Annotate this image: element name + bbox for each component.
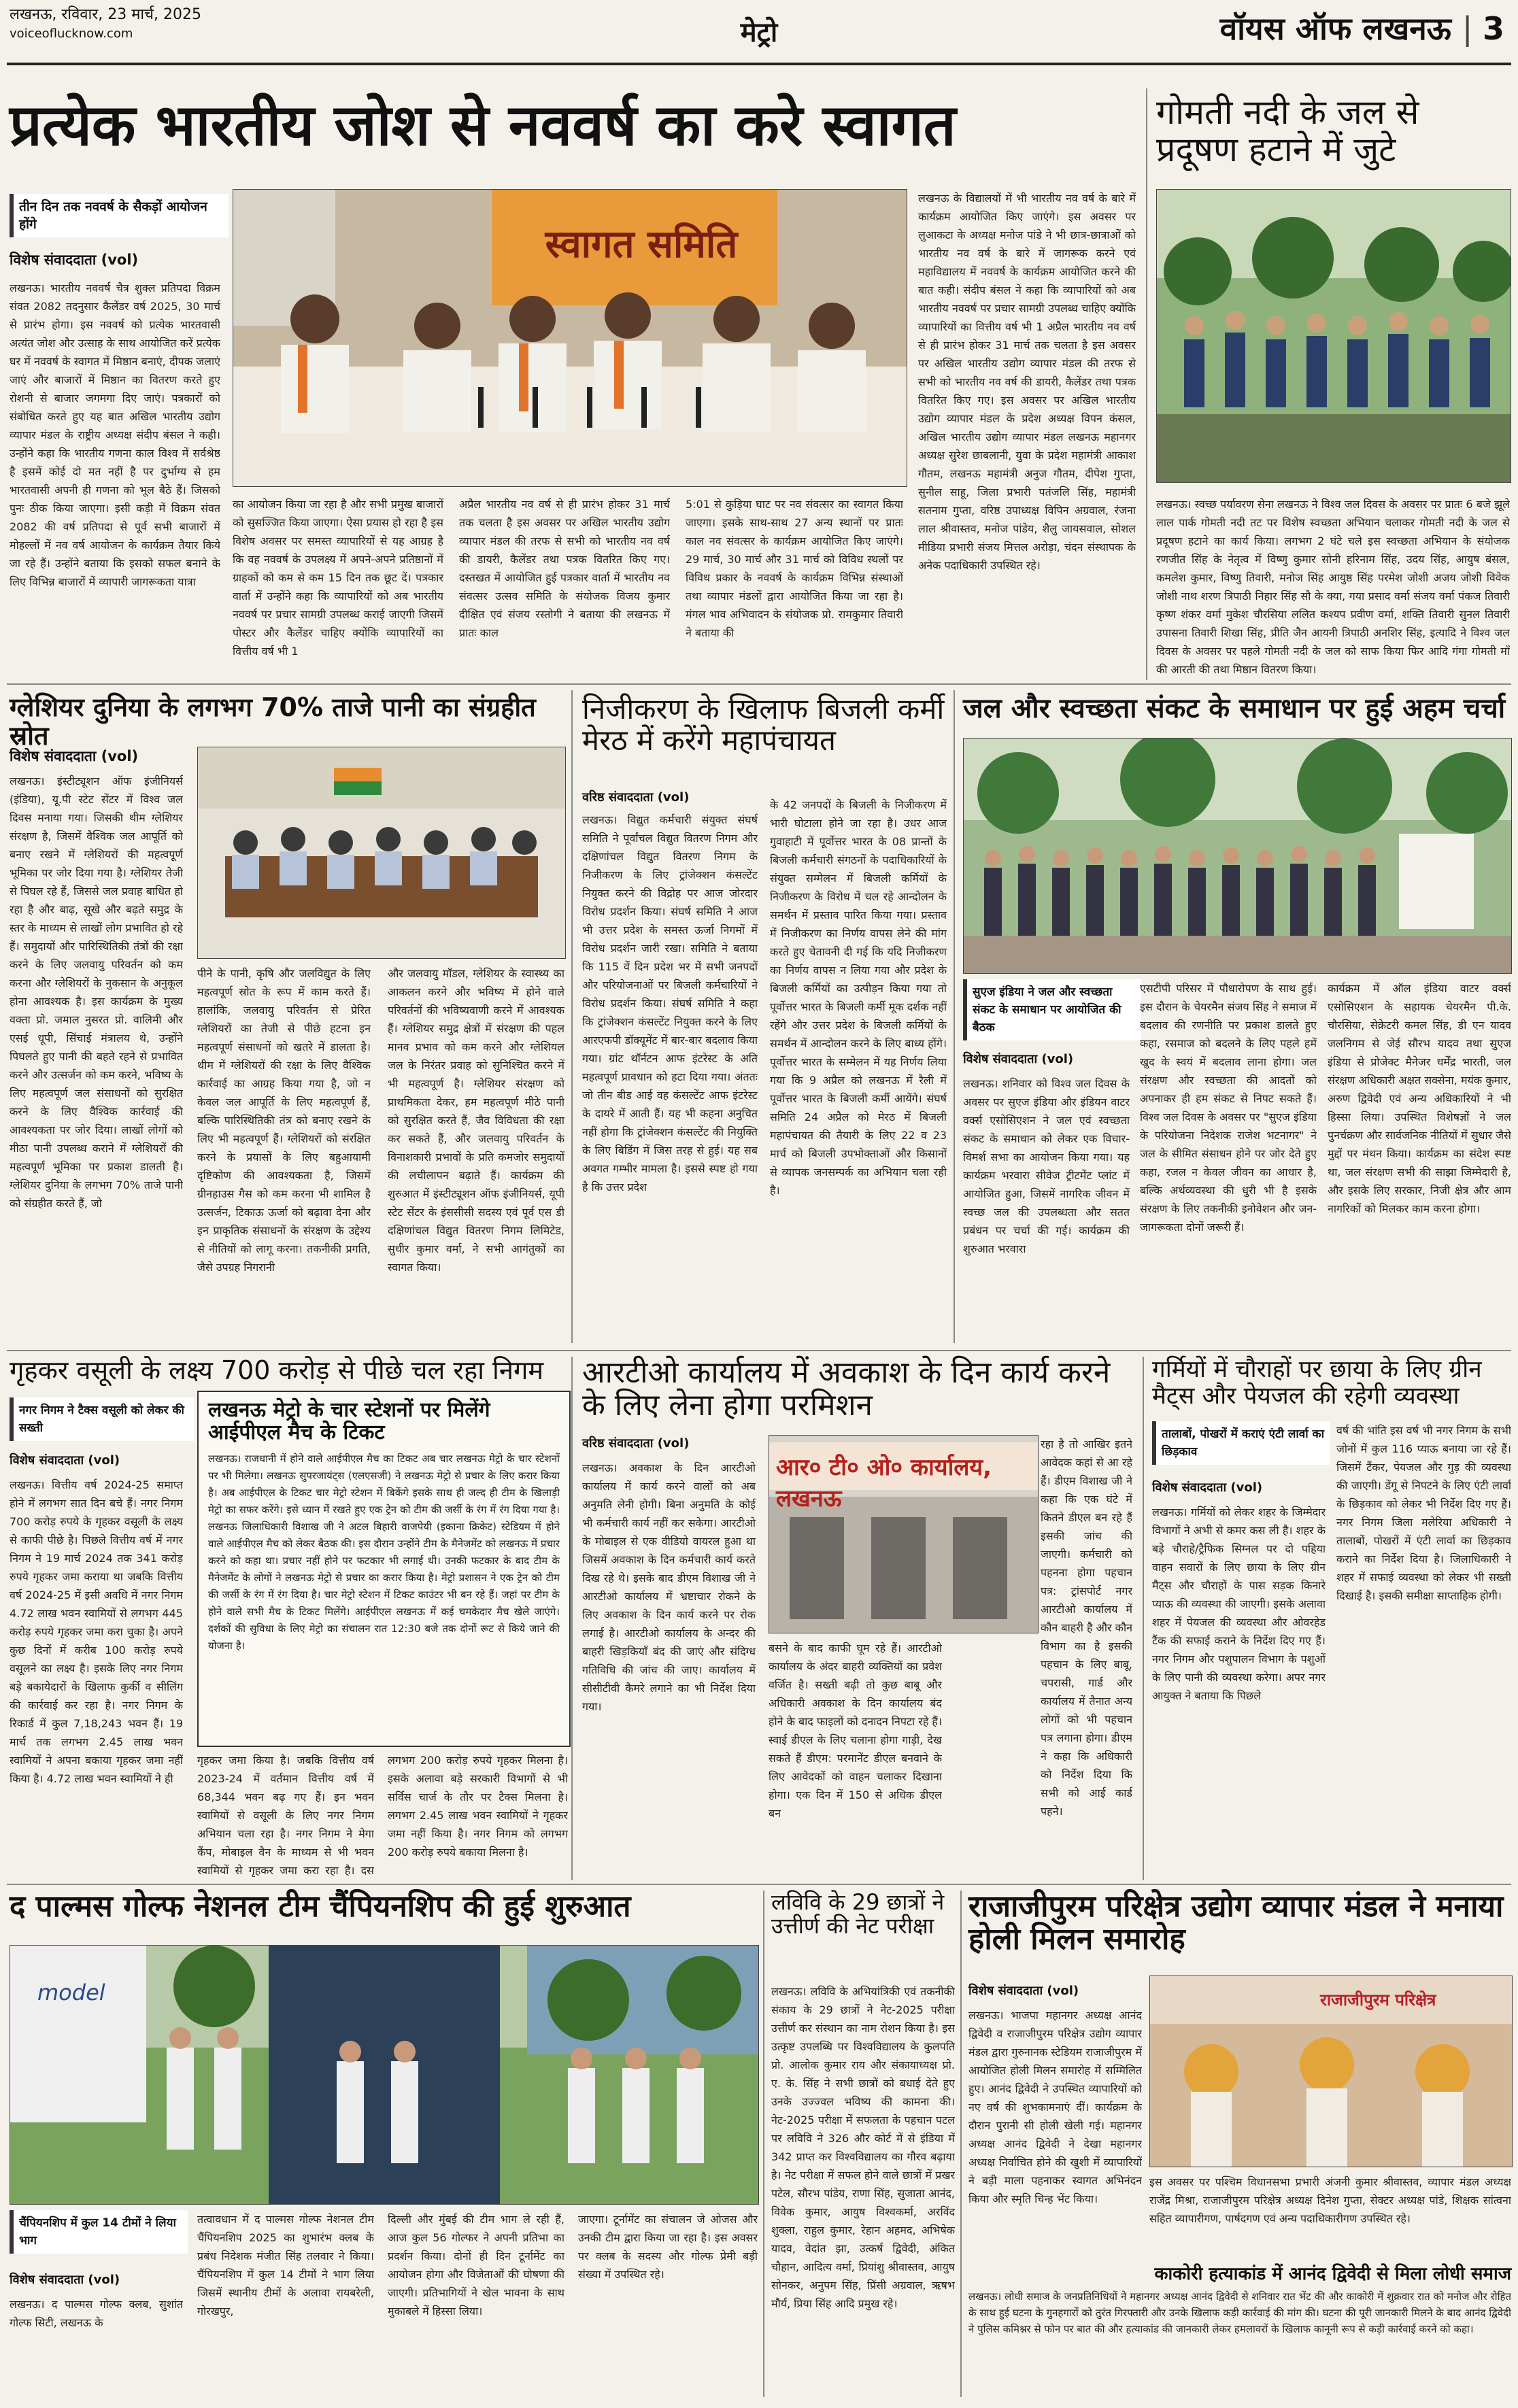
page-number: 3 xyxy=(1482,10,1504,47)
rajajipuram-banner: राजाजीपुरम परिक्षेत्र xyxy=(1320,1990,1436,2010)
lead-photo xyxy=(233,189,907,487)
green-byline: विशेष संवाददाता (vol) xyxy=(1152,1480,1263,1495)
privatization-col-2: के 42 जनपदों के बिजली के निजीकरण में भारी घोटाला होने जा रहा है। उधर आज गुवाहाटी में पूर्वोत्तर भारत के 08 प्रान्तों के बिजली कर्मचारी संगठनों के पदाधिकारियों के संयुक्त सम्मेलन में बिजली कर्मियों के निजीकरण के विरोध में चल रहे आन्दोलन के समर्थन में प्रस्ताव पारित किया गया। प्रस्ताव में निजीकरण का निर्णय वापस लेने की मांग करते हुए चेतावनी दी गई कि यदि निजीकरण का निर्णय वापस न लिया गया और प्रदेश के बिजली कर्मियों का उत्पीड़न किया गया तो पूर्वोत्तर भारत के बिजली कर्मी मूक दर्शक नहीं रहेंगे और उत्तर प्रदेश के बिजली कर्मियों के समर्थन में आन्दोलन करने के लिए बाध्य होंगे। पूर्वोत्तर भारत के सम्मेलन में यह निर्णय लिया गया कि 9 अप्रैल को लखनऊ में रैली में पूर्वोत्तर भारत के बिजली कर्मी आयेंगे। संघर्ष समिति 24 अप्रैल को मेरठ में बिजली महापंचायत की तैयारी के लिए 22 व 23 मार्च को बिजली उपभोक्ताओं और किसानों से व्यापक जनसम्पर्क का अभियान चला रही है। xyxy=(770,798,947,1197)
gomti-photo-image xyxy=(1157,190,1511,482)
green-col-1: लखनऊ। गर्मियों को लेकर शहर के जिम्मेदार विभागों ने अभी से कमर कस ली है। शहर के बड़े चौराहे/ट्रैफिक सिग्नल पर दो पहिया वाहन सवारों के लिए छाया के लिए ग्रीन मैट्स और चौराहों के पास सड़क किनारे प्याऊ की व्यवस्था की जाएगी। इसके अलावा शहर में पेयजल की व्यवस्था और ओवरहेड टैंक की सफाई कराने के निर्देश दिए गए हैं। नगर निगम और पशुपालन विभाग के पशुओं के लिए पानी की व्यवस्था करेगा। अपर नगर आयुक्त ने बताया कि पिछले xyxy=(1152,1506,1326,1702)
rto-col-3: रहा है तो आखिर इतने आवेदक कहां से आ रहे हैं। डीएम विशाख जी ने कहा कि एक घंटे में कितने डीएल बन रहे हैं इसकी जांच की जाएगी। कर्मचारी को पहनना होगा पहचान पत्र: ट्रांसपोर्ट नगर आरटीओ कार्यालय में कौन बाहरी है और कौन विभाग का है इसकी पहचान के लिए बाबू, चपरासी, गार्ड और कार्यालय में तैनात अन्य लोगों को भी पहचान पत्र लगाना होगा। डीएम ने कहा कि अधिकारी को निर्देश दिया कि सभी को आई कार्ड पहने। xyxy=(1041,1438,1132,1818)
water-photo xyxy=(963,738,1512,974)
lodhi-body: लखनऊ। लोधी समाज के जनप्रतिनिधियों ने महानगर अध्यक्ष आनंद द्विवेदी से शनिवार रात भेंट की और काकोरी में शुक्रवार रात को मनोज और रोहित के साथ हुई घटना के गुनहगारों को तुरंत गिरफ्तारी और उनके खिलाफ कड़ी कार्रवाई की मांग की। घटना की पूरी जानकारी मिलने के बाद आनंद द्विवेदी ने पुलिस कमिश्नर से फोन पर बात की और हत्याकांड की जानकारी लेकर हमलावरों के खिलाफ कानूनी रूप से कड़ी कार्रवाई करने को कहा। xyxy=(968,2290,1511,2335)
rajajipuram-byline: विशेष संवाददाता (vol) xyxy=(968,1984,1079,1998)
water-col-3: कार्यक्रम में ऑल इंडिया वाटर वर्क्स एसोसिएशन के सहायक चेयरमैन पी.के. चौरसिया, सेक्रेटरी कमल सिंह, डी एन यादव जलनिगम से जेई सौरभ यादव तथा सुएज इंडिया से प्रोजेक्ट मैनेजर धर्मेंद्र भारती, जल संरक्षण अधिकारी अक्षत सक्सेना, मयंक कुमार, अरुण द्विवेदी एवं अन्य अधिकारियों ने भी हिस्सा लिया। उपस्थित विशेषज्ञों ने जल पुनर्चक्रण और सार्वजनिक नीतियों में सुधार जैसे मुद्दों पर मंथन किया। कार्यक्रम का संदेश स्पष्ट था, जल संरक्षण सभी की साझा जिम्मेदारी है, और इसके लिए सरकार, निजी क्षेत्र और आम नागरिकों को मिलकर काम करना होगा। xyxy=(1328,982,1511,1215)
rto-headline: आरटीओ कार्यालय में अवकाश के दिन कार्य करने के लिए लेना होगा परमिशन xyxy=(582,1355,1111,1423)
water-tag: सुएज इंडिया ने जल और स्वच्छता संकट के समाधान पर आयोजित की बैठक xyxy=(963,979,1141,1040)
glacier-photo-image xyxy=(198,747,565,958)
nigam-col-2: गृहकर जमा किया है। जबकि वित्तीय वर्ष 2023-24 में वर्तमान वित्तीय वर्ष में 68,344 भवन बढ़ गए हैं। इन भवन स्वामियों से वसूली के लिए नगर निगम अभियान चला रहा है। नगर निगम ने मेगा कैंप, मोबाइल वैन के माध्यम से भी भवन स्वामियों से गृहकर जमा करा रहा है। दस xyxy=(197,1754,374,1877)
green-col-2: वर्ष की भांति इस वर्ष भी नगर निगम के सभी जोनों में कुल 116 प्याऊ बनाया जा रहे हैं। जिसमें टैंकर, पेयजल और गुड़ की व्यवस्था की जाएगी। डेंगू से निपटने के लिए एंटी लार्वा के छिड़काव को लेकर भी निर्देश दिए गए हैं। नगर निगम जिला मलेरिया अधिकारी ने तालाबों, पोखरों में एंटी लार्वा का छिड़काव कराने का निर्देश दिया है। जिलाधिकारी ने शहर में सफाई व्यवस्था को लेकर भी सख्ती दिखाई है। इसकी समीक्षा साप्ताहिक होगी। xyxy=(1336,1424,1511,1602)
lead-col-2: का आयोजन किया जा रहा है और सभी प्रमुख बाजारों को सुसज्जित किया जाएगा। ऐसा प्रयास हो रहा है इस विशेष अवसर पर समस्त व्यापारियों से यह आग्रह है कि वह नववर्ष के उपलक्ष्य में अपने-अपने प्रतिष्ठानों में ग्राहकों को कम से कम 15 दिन तक छूट दें। पत्रकार वार्ता में उन्होंने कहा कि व्यापारियों को अब भारतीय नववर्ष पर प्रचार सामग्री उपलब्ध कराई जाएगी जिसमें पोस्टर और कैलेंडर चाहिए क्योंकि व्यापारियों का वित्तीय वर्ष भी 1 xyxy=(233,498,443,658)
golf-byline: विशेष संवाददाता (vol) xyxy=(10,2273,120,2287)
glacier-headline: ग्लेशियर दुनिया के लगभग 70% ताजे पानी का संग्रहीत स्रोत xyxy=(10,692,536,751)
gomti-headline: गोमती नदी के जल से प्रदूषण हटाने में जुटे xyxy=(1156,92,1419,169)
lodhi-box xyxy=(968,2265,1511,2397)
column-divider xyxy=(1146,88,1147,680)
water-col-1: लखनऊ। शनिवार को विश्व जल दिवस के अवसर पर सुएज इंडिया और इंडियन वाटर वर्क्स एसोसिएशन ने जल एवं स्वच्छता संकट के समाधान को लेकर एक विचार-विमर्श सभा का आयोजन किया गया। यह कार्यक्रम भरवारा सीवेज ट्रीटमेंट प्लांट में आयोजित हुआ, जिसमें नागरिक जीवन में स्वच्छ जल की उपलब्धता और सतत प्रबंधन पर चर्चा की गई। कार्यक्रम की शुरुआत भरवारा xyxy=(963,1077,1130,1255)
green-tag: तालाबों, पोखरों में कराएं एंटी लार्वा का छिड़काव xyxy=(1152,1421,1330,1465)
metro-box xyxy=(197,1391,571,1747)
privatization-col-1: लखनऊ। विद्युत कर्मचारी संयुक्त संघर्ष समिति ने पूर्वांचल विद्युत वितरण निगम और दक्षिणांचल विद्युत वितरण निगम के निजीकरण के लिए ट्रांजेक्शन कंसल्टेंट नियुक्त करने की विद्रोह पर आज जोरदार विरोध प्रदर्शन किया। संघर्ष समिति ने आज भी उत्तर प्रदेश के समस्त ऊर्जा निगमों में विरोध प्रदर्शन जारी रखा। समिति ने बताया कि 115 वें दिन प्रदेश भर में सभी जनपदों और परियोजनाओं पर बिजली कर्मचारियों ने विरोध प्रदर्शन किया। संघर्ष समिति ने कहा कि ट्रांजेक्शन कंसल्टेंट नियुक्त करने के लिए आरएफपी डॉक्यूमेंट में बार-बार बदलाव किया गया। ग्रांट थॉर्नटन आफ इंटरेस्ट के अति महत्वपूर्ण प्रावधान को हटा दिया गया। अंततः जो तीन बीड आई वह कंसल्टेंट आफ इंटरेस्ट के दायरे में आती हैं। यह भी कहना अनुचित नहीं होगा कि ट्रांजेक्शन कंसल्टेंट की नियुक्ति के लिए बिडिंग में जिस तरह से हुई। यह सब अवगत गम्भीर मामला है। इससे स्पष्ट हो गया है कि उत्तर प्रदेश xyxy=(582,813,758,1193)
water-headline: जल और स्वच्छता संकट के समाधान पर हुई अहम चर्चा xyxy=(963,693,1506,724)
nigam-headline: गृहकर वसूली के लक्ष्य 700 करोड़ से पीछे चल रहा निगम xyxy=(10,1355,544,1385)
water-photo-image xyxy=(964,739,1511,973)
rto-sign: आर० टी० ओ० कार्यालय, लखनऊ xyxy=(776,1454,992,1512)
metro-body: लखनऊ। राजधानी में होने वाले आईपीएल मैच का टिकट अब चार लखनऊ मेट्रो के चार स्टेशनों पर भी मिलेगा। लखनऊ सुपरजायंट्स (एलएसजी) ने लखनऊ मेट्रो से प्रचार के लिए करार किया है। अब आईपीएल के टिकट चार मेट्रो स्टेशन में बिकेंगे इसके साथ ही जल्द ही टीम के खिलाड़ी मेट्रो का सफर करेंगे। इसे ध्यान में रखते हुए एक ट्रेन को टीम की जर्सी के रंग में रंग दिया गया है। लखनऊ जिलाधिकारी विशाख जी ने अटल बिहारी वाजपेयी (इकाना क्रिकेट) स्टेडियम में होने वाले आईपीएल मैच को लेकर बैठक की। इस दौरान उन्होंने टीम के मैनेजमेंट को लखनऊ में प्रचार करने को कहा था। प्रचार नहीं होने पर फटकार भी लगाई थी। उनकी फटकार के बाद टीम के मैनेजमेंट के लोगों ने लखनऊ मेट्रो से प्रचार का करार किया है। मेट्रो प्रशासन ने एक ट्रेन को टीम की जर्सी के रंग में रंग दिया है। चार मेट्रो स्टेशन में टिकट काउंटर भी बन रहे हैं। जहां पर टीम के होने वाले सभी मैच के टिकट मिलेंगे। आईपीएल लखनऊ में कई चमकेदार मैच खेले जाएंगे। दर्शकों की सुविधा के लिए मेट्रो का संचालन रात 12:30 बजे तक दोनों रूट से किये जाने की योजना है। xyxy=(208,1453,560,1652)
section-title: मेट्रो xyxy=(740,17,778,48)
gomti-body: लखनऊ। स्वच्छ पर्यावरण सेना लखनऊ ने विश्व जल दिवस के अवसर पर प्रातः 6 बजे झूले लाल पार्क गोमती नदी तट पर विशेष स्वच्छता अभियान चलाकर गोमती नदी के जल से प्रदूषण हटाने का कार्य किया। लगभग 2 घंटे चले इस स्वच्छता अभियान के संयोजक रणजीत सिंह के नेतृत्व में विष्णु कुमार सोनी हरिनाम सिंह, उदय सिंह, आयुष बंसल, कमलेश कुमार, विष्णु तिवारी, मनोज सिंह आयुष्ठ सिंह परमेश जोशी अजय जोशी विवेक जोशी नाथ शरण त्रिपाठी निहार सिंह सौ के क्या, गया प्रसाद वर्मा संजय वर्मा पंकज तिवारी कृष्ण शंकर वर्मा मुकेश चौरसिया ललित कश्यप प्रवीण वर्मा, शक्ति तिवारी सुनल तिवारी उपासना तिवारी शिखा सिंह, प्रीति जैन आयनी त्रिपाठी अनशिर सिंह, इत्यादि ने विश्व जल दिवस के अवसर पर पहले गोमती नदी के जल को साफ किया फिर आदि गंगा गोमती माँ की आरती की तथा मिष्ठान वितरण किया। xyxy=(1156,498,1510,675)
column-divider xyxy=(954,690,955,1343)
lead-tag: तीन दिन तक नववर्ष के सैकड़ों आयोजन होंगे xyxy=(10,194,229,237)
column-divider xyxy=(571,1357,573,1880)
header-rule xyxy=(7,63,1511,65)
rajajipuram-headline: राजाजीपुरम परिक्षेत्र उद्योग व्यापार मंडल ने मनाया होली मिलन समारोह xyxy=(968,1889,1504,1957)
rto-col-2: बसने के बाद काफी घूम रहे हैं। आरटीओ कार्यालय के अंदर बाहरी व्यक्तियों का प्रवेश वर्जित है। सख्ती बढ़ी तो कुछ बाबू और अधिकारी अवकाश के दिन कार्यालय बंद होने के बाद फाइलों को दनादन निपटा रहे हैं। स्वाई डीएल के लिए चलाना होगा गाड़ी, देख सकते हैं डीएम: परमानेंट डीएल बनवाने के लिए आवेदकों को वाहन चलाकर दिखाना होगा। एक दिन में 150 से अधिक डीएल बन xyxy=(769,1642,942,1820)
lead-col-5: लखनऊ के विद्यालयों में भी भारतीय नव वर्ष के बारे में कार्यक्रम आयोजित किए जाएंगे। इस अवसर पर लुआकटा के अध्यक्ष मनोज पांडे ने भी छात्र-छात्राओं को भारतीय नव वर्ष के बारे में जागरूक करने एवं महाविद्यालय में नववर्ष के कार्यक्रम आयोजित करने की बात कही। संदीप बंसल ने कहा कि व्यापारियों को अब भारतीय नववर्ष पर प्रचार सामग्री उपलब्ध चाहिए क्योंकि व्यापारियों का वित्तीय वर्ष भी 1 अप्रैल भारतीय नव वर्ष से ही प्रारंभ होकर 31 मार्च तक चलता है इस अवसर पर अखिल भारतीय उद्योग व्यापार मंडल की तरफ से सभी को भारतीय नव वर्ष की डायरी, कैलेंडर तथा पत्रक वितरित किए गए। इस अवसर पर अखिल भारतीय उद्योग व्यापार मंडल के प्रदेश अध्यक्ष विपन कंसल, अखिल भारतीय उद्योग व्यापार मंडल लखनऊ महानगर अध्यक्ष सुरेश छाबलानी, युवा के प्रदेश महामंत्री आकाश गौतम, लखनऊ महामंत्री अनुज गौतम, दीपेश गुप्ता, सुनील साहू, जिला प्रभारी पतंजलि सिंह, महामंत्री सतनाम गुप्ता, वरिष्ठ उपाध्यक्ष विपिन अग्रवाल, रंजना लाल श्रीवास्तव, मनोज पांडेय, शैलु जायसवाल, सोशल मीडिया प्रभारी संजय मित्तल अरोड़ा, चंदन संस्थापक के अनेक पदाधिकारी उपस्थित रहे। xyxy=(918,192,1136,572)
date-line: लखनऊ, रविवार, 23 मार्च, 2025 xyxy=(10,6,202,23)
golf-headline: द पाल्मस गोल्फ नेशनल टीम चैंपियनशिप की हुई शुरुआत xyxy=(10,1889,631,1924)
rajajipuram-col-2: इस अवसर पर पश्चिम विधानसभा प्रभारी अंजनी कुमार श्रीवास्तव, व्यापार मंडल अध्यक्ष राजेंद्र मिश्रा, राजाजीपुरम परिक्षेत्र अध्यक्ष दिनेश गुप्ता, सेक्टर अध्यक्ष पांडे, शिक्षक सांत्वना सहित व्यापारीगण, पार्षदगण एवं अन्य पदाधिकारीगण उपस्थित रहे। xyxy=(1149,2175,1511,2225)
lead-byline: विशेष संवाददाता (vol) xyxy=(10,252,139,268)
column-divider xyxy=(960,1890,962,2397)
rto-photo xyxy=(769,1435,1039,1633)
nigam-tag: नगर निगम ने टैक्स वसूली को लेकर की सख्ती xyxy=(10,1397,195,1441)
glacier-photo xyxy=(197,747,566,959)
lead-col-3: अप्रैल भारतीय नव वर्ष से ही प्रारंभ होकर 31 मार्च तक चलता है इस अवसर पर अखिल भारतीय उद्योग व्यापार मंडल की तरफ से सभी को भारतीय नव वर्ष की डायरी, कैलेंडर तथा पत्रक वितरित किए गए। दस्तखत में आयोजित हुई पत्रकार वार्ता में भारतीय नव संवत्सर उत्सव समिति के संयोजक विजय कुमार दीक्षित एवं संजय रस्तोगी ने बताया की लखनऊ में प्रातः काल xyxy=(459,498,670,639)
nigam-col-3: लगभग 200 करोड़ रुपये गृहकर मिलना है। इसके अलावा बड़े सरकारी विभागों से भी सर्विस चार्ज के तौर पर टैक्स मिलना है। लगभग 2.45 लाख भवन स्वामियों ने गृहकर जमा नहीं किया है। नगर निगम को लगभग 200 करोड़ रुपये बकाया मिलना है। xyxy=(388,1754,568,1859)
lead-photo-banner: स्वागत समिति xyxy=(545,222,738,267)
rto-byline: वरिष्ठ संवाददाता (vol) xyxy=(582,1436,690,1451)
golf-col-1: लखनऊ। द पाल्मस गोल्फ क्लब, सुशांत गोल्फ सिटी, लखनऊ के xyxy=(10,2298,183,2329)
nigam-byline: विशेष संवाददाता (vol) xyxy=(10,1453,120,1468)
glacier-byline: विशेष संवाददाता (vol) xyxy=(10,748,139,764)
water-col-2: एसटीपी परिसर में पौधारोपण के साथ हुई। इस दौरान के चेयरमैन संजय सिंह ने समाज में बदलाव की रणनीति पर प्रकाश डालते हुए कहा, रसमाज को बदलने के लिए पहले हमें खुद के स्वयं में बदलाव लाना होगा। जल संरक्षण और स्वच्छता की आदतों को अपनाकर ही हम संकट से निपट सकते हैं। विश्व जल दिवस के अवसर पर "सुएज इंडिया के परियोजना निदेशक राजेश भटनागर" ने जल के सीमित संसाधन होने पर जोर देते हुए कहा, रजल न केवल जीवन का आधार है, बल्कि अर्थव्यवस्था की धुरी भी है इसके संरक्षण के लिए तकनीकी इनोवेशन और जन-जागरूकता दोनों जरूरी हैं। xyxy=(1140,982,1317,1234)
row-divider xyxy=(7,1350,1511,1351)
water-byline: विशेष संवाददाता (vol) xyxy=(963,1052,1074,1066)
privatization-headline: निजीकरण के खिलाफ बिजली कर्मी मेरठ में करेंगे महापंचायत xyxy=(582,692,945,758)
lead-col-4: 5:01 से कुड़िया घाट पर नव संवत्सर का स्वागत किया जाएगा। इसके साथ-साथ 27 अन्य स्थानों पर प्रातः काल नव संवत्सर के कार्यक्रम आयोजित किए जाएंगे। 29 मार्च, 30 मार्च और 31 मार्च को विविध स्थलों पर विविध प्रकार के नववर्ष के कार्यक्रम विभिन्न संस्थाओं तथा व्यापार मंडलों द्वारा आयोजित किया जा रहा है। मंगल भाव अभिवादन के संयोजक प्रो. रामकुमार तिवारी ने बताया की xyxy=(686,498,903,639)
privatization-byline: वरिष्ठ संवाददाता (vol) xyxy=(582,790,690,804)
gomti-photo xyxy=(1156,189,1511,483)
golf-photo-image xyxy=(10,1946,758,2204)
golf-col-2: तत्वावधान में द पाल्मस गोल्फ नेशनल टीम चैंपियनशिप 2025 का शुभारंभ क्लब के प्रबंध निदेशक मंजीत सिंह तलवार ने किया। चैंपियनशिप में कुल 14 टीमों ने भाग लिया जिसमें स्थानीय टीमों के अलावा रायबरेली, गोरखपुर, xyxy=(197,2213,374,2318)
metro-headline: लखनऊ मेट्रो के चार स्टेशनों पर मिलेंगे आईपीएल मैच के टिकट xyxy=(208,1398,490,1444)
golf-banner: model xyxy=(37,1980,105,2005)
masthead: वॉयस ऑफ लखनऊ | 3 xyxy=(1219,10,1504,47)
row-divider xyxy=(7,1884,1511,1885)
column-divider xyxy=(1143,1357,1144,1880)
website: voiceoflucknow.com xyxy=(10,27,133,41)
green-headline: गर्मियों में चौराहों पर छाया के लिए ग्रीन मैट्स और पेयजल की रहेगी व्यवस्था xyxy=(1152,1356,1482,1410)
glacier-col-2: पीने के पानी, कृषि और जलविद्युत के लिए महत्वपूर्ण स्रोत के रूप में काम करते हैं। हालांकि, जलवायु परिवर्तन से प्रेरित ग्लेशियरों का तेजी से पीछे हटना इन महत्वपूर्ण संसाधनों को खतरे में डालता है। थीम में ग्लेशियरों की रक्षा के लिए वैश्विक कार्रवाई का आग्रह किया गया है, जो न केवल जल आपूर्ति के लिए महत्वपूर्ण हैं, बल्कि पारिस्थितिकी तंत्र को बनाए रखने के लिए भी महत्वपूर्ण हैं। ग्लेशियरों को संरक्षित करने के प्रयासों के लिए बहुआयामी दृष्टिकोण की आवश्यकता है, जिसमें ग्रीनहाउस गैस को कम करना भी शामिल है उत्सर्जन, टिकाऊ ऊर्जा को बढ़ावा देना और इन प्राकृतिक संसाधनों के संरक्षण के उद्देश्य से नीतियों को लागू करना। तकनीकी प्रगति, जैसे उपग्रह निगरानी xyxy=(197,967,371,1274)
masthead-title: वॉयस ऑफ लखनऊ xyxy=(1219,10,1451,47)
column-divider xyxy=(571,690,573,1343)
rajajipuram-col-1: लखनऊ। भाजपा महानगर अध्यक्ष आनंद द्विवेदी व राजाजीपुरम परिक्षेत्र उद्योग व्यापार मंडल द्वारा गुरुनानक स्टेडियम राजाजीपुरम में आयोजित होली मिलन समारोह में सम्मिलित हुए। आनंद द्विवेदी ने उपस्थित व्यापारियों को नए वर्ष की शुभकामनाएं दीं। कार्यक्रम के दौरान पुरानी सी होली खेली गई। महानगर अध्यक्ष आनंद द्विवेदी ने देखा महानगर अध्यक्ष निर्वाचित होने की खुशी में व्यापारियों ने बड़ी माला पहनाकर स्वागत अभिनंदन किया और स्मृति चिन्ह भेंट किया। xyxy=(968,2009,1142,2205)
column-divider xyxy=(763,1890,764,2397)
golf-col-3: दिल्ली और मुंबई की टीम भाग ले रही हैं, आज कुल 56 गोल्फर ने अपनी प्रतिभा का प्रदर्शन किया। दोनों ही दिन टूर्नामेंट का आयोजन होगा और विजेताओं की घोषणा की जाएगी। प्रतिभागियों ने खेल भावना के साथ मुकाबले में हिस्सा लिया। xyxy=(388,2213,564,2318)
golf-col-4: जाएगा। टूर्नामेंट का संचालन जे ओजस और उनकी टीम द्वारा किया जा रहा है। इस अवसर पर क्लब के सदस्य और गोल्फ प्रेमी बड़ी संख्या में उपस्थित रहे। xyxy=(578,2213,758,2281)
nigam-col-1: लखनऊ। वित्तीय वर्ष 2024-25 समाप्त होने में लगभग सात दिन बचे हैं। नगर निगम 700 करोड़ रुपये के गृहकर वसूली के लक्ष्य से काफी पीछे है। पिछले वित्तीय वर्ष में नगर निगम ने 19 मार्च 2024 तक 341 करोड़ रुपये गृहकर जमा कराया था जबकि वित्तीय वर्ष 2024-25 में इसी अवधि में नगर निगम 4.72 लाख भवन स्वामियों से लगभग 445 करोड़ रुपये गृहकर जमा करा चुका है। अपने कुछ दिनों में करीब 100 करोड़ रुपये वसूलने का लक्ष्य है। इसके लिए नगर निगम बड़े बकायेदारों के खिलाफ कुर्की व सीलिंग की कार्रवाई कर रहा है। नगर निगम के रिकार्ड में कुल 7,18,243 भवन हैं। 19 मार्च तक लगभग 2.45 लाख भवन स्वामियों ने अपना बकाया गृहकर जमा नहीं किया है। 4.72 लाख भवन स्वामियों ने ही xyxy=(10,1478,183,1785)
rto-col-1: लखनऊ। अवकाश के दिन आरटीओ कार्यालय में कार्य करने वालों को अब अनुमति लेनी होगी। बिना अनुमति के कोई भी कर्मचारी कार्य नहीं कर सकेगा। आरटीओ के मोबाइल से एक वीडियो वायरल हुआ था जिसमें अवकाश के दिन कर्मचारी कार्य करते दिख रहे थे। इसके बाद डीएम विशाख जी ने आरटीओ कार्यालय में भ्रष्टाचार रोकने के लिए अवकाश के दिन कार्य करने पर रोक लगाई है। आरटीओ कार्यालय के अन्दर की बाहरी खिड़कियाँ बंद की जाएं और संदिग्ध गतिविधि की जांच की जाए। कार्यालय में सीसीटीवी कैमरे लगाने का भी निर्देश दिया गया। xyxy=(582,1461,756,1713)
rajajipuram-photo xyxy=(1149,1975,1513,2167)
golf-photo xyxy=(10,1945,759,2205)
lead-col-1: लखनऊ। भारतीय नववर्ष चैत्र शुक्ल प्रतिपदा विक्रम संवत 2082 तदनुसार कैलेंडर वर्ष 2025, 30 मार्च से प्रारंभ होगा। इस नववर्ष को प्रत्येक भारतवासी अत्यंत जोश और उत्साह के साथ आयोजित करें प्रत्येक घर में नववर्ष के स्वागत में मिष्ठान बनाएं, दीपक जलाएं जाएं और बाजारों में मिष्ठान का वितरण करते हुए रोशनी से बाजार जगमगा दिए जाएं। पत्रकारों को संबोधित करते हुए यह बात अखिल भारतीय उद्योग व्यापार मंडल के राष्ट्रीय अध्यक्ष संदीप बंसल ने कही। उन्होंने कहा कि भारतीय गणना काल विश्व में सर्वश्रेष्ठ है इसमें कोई दो मत नहीं है पर दुर्भाग्य से हम भारतवासी अपनी ही गणना को भूल बैठे हैं। जिसको पुनः ठीक किया जाएगा। इसी कड़ी में विक्रम संवत 2082 की वर्ष प्रतिपदा से पूर्व सभी बाजारों में मोहल्लों में नव वर्ष आयोजन के कार्यक्रम तैयार किये जा रहे हैं। उन्होंने बताया कि इसको सफल बनाने के लिए विभिन्न बाजारों में व्यापारी जागरूकता यात्रा xyxy=(10,282,220,588)
lu-body: लखनऊ। लविवि के अभियांत्रिकी एवं तकनीकी संकाय के 29 छात्रों ने नेट-2025 परीक्षा उत्तीर्ण कर संस्थान का नाम रोशन किया है। इस उत्कृष्ट उपलब्धि पर विश्वविद्यालय के कुलपति प्रो. आलोक कुमार राय और संकायाध्यक्ष प्रो. ए. के. सिंह ने सभी छात्रों को बधाई देते हुए उनके उज्ज्वल भविष्य की कामना की। नेट-2025 परीक्षा में सफलता के पहचान पटल पर लविवि ने 326 और कोर्ट में से इंडिया में 342 प्राप्त कर विश्वविद्यालय का गौरव बढ़ाया है। नेट परीक्षा में सफल होने वाले छात्रों में प्रखर पटेल, सौरभ पांडेय, राणा सिंह, सुजाता आनंद, विवेक कुमार, आयुष विश्वकर्मा, अरविंद शुक्ला, राहुल कुमार, रेहान अहमद, अभिषेक यादव, वेदांत झा, उत्कर्ष द्विवेदी, अंकित चौहान, आदित्य वर्मा, प्रियांशु श्रीवास्तव, आयुष सोनकर, अनुपम सिंह, प्रिंसी अग्रवाल, ऋषभ मौर्य, प्रिया सिंह आदि प्रमुख रहे। xyxy=(771,1985,955,2310)
glacier-col-1: लखनऊ। इंस्टीट्यूशन ऑफ इंजीनियर्स (इंडिया), यू.पी स्टेट सेंटर में विश्व जल दिवस मनाया गया। जिसकी थीम ग्लेशियर संरक्षण है, जिसमें वैश्विक जल आपूर्ति को बनाए रखने में ग्लेशियरों की महत्वपूर्ण भूमिका पर जोर दिया गया है। ग्लेशियर तेजी से पिघल रहे हैं, जिससे जल प्रवाह बाधित हो रहा है और बाढ़, सूखे और बढ़ते समुद्र के स्तर के माध्यम से लाखों लोग प्रभावित हो रहे हैं। समुदायों और पारिस्थितिकी तंत्रों की रक्षा करने के लिए जलवायु परिवर्तन को कम करना और ग्लेशियरों के नुकसान के अनुकूल होना आवश्यक है। इस कार्यक्रम के मुख्य वक्ता प्रो. जमाल नुसरत प्रो. वालिमी और एसई धूपी, सिंचाई मंत्रालय थे, उन्होंने पिघलते हुए पानी की बहते रहने से प्रभावित करने और उत्सर्जन को कम करने, भविष्य के लिए महत्वपूर्ण जल संसाधनों को सुरक्षित करने के लिए वैश्विक कार्रवाई की आवश्यकता पर जोर दिया। लाखों लोगों को मीठा पानी उपलब्ध कराने में ग्लेशियरों की महत्वपूर्ण भूमिका पर प्रकाश डालती है। ग्लेशियर दुनिया के लगभग 70% ताजे पानी को संग्रहीत करते हैं, जो xyxy=(10,775,183,1210)
lu-headline: लविवि के 29 छात्रों ने उत्तीर्ण की नेट परीक्षा xyxy=(771,1889,945,1939)
row-divider xyxy=(7,683,1511,685)
golf-tag: चैंपियनशिप में कुल 14 टीमों ने लिया भाग xyxy=(10,2210,188,2254)
glacier-col-3: और जलवायु मॉडल, ग्लेशियर के स्वास्थ्य का आकलन करने और भविष्य में होने वाले परिवर्तनों की भविष्यवाणी करने में आवश्यक हैं। ग्लेशियर समुद्र क्षेत्रों में संरक्षण की पहल मानव प्रभाव को कम करने और ग्लेशियल जल के निरंतर प्रवाह को सुनिश्चित करने में भी महत्वपूर्ण है। ग्लेशियर संरक्षण को प्राथमिकता देकर, हम महत्वपूर्ण मीठे पानी को सुरक्षित करते हैं, जैव विविधता की रक्षा कर सकते हैं, और जलवायु परिवर्तन के विनाशकारी प्रभावों के प्रति कमजोर समुदायों की लचीलापन बढ़ाते हैं। कार्यक्रम की शुरुआत में इंस्टीट्यूशन ऑफ इंजीनियर्स, यूपी स्टेट सेंटर के इंससीसी सदस्य एवं पूर्व एस डी दक्षिणांचल विद्युत वितरण निगम लिमिटेड, सुधीर कुमार वर्मा, ने सभी आगंतुकों का स्वागत किया। xyxy=(388,967,564,1274)
lodhi-headline: काकोरी हत्याकांड में आनंद द्विवेदी से मिला लोधी समाज xyxy=(1154,2264,1511,2284)
lead-headline: प्रत्येक भारतीय जोश से नववर्ष का करे स्वागत xyxy=(10,92,956,158)
